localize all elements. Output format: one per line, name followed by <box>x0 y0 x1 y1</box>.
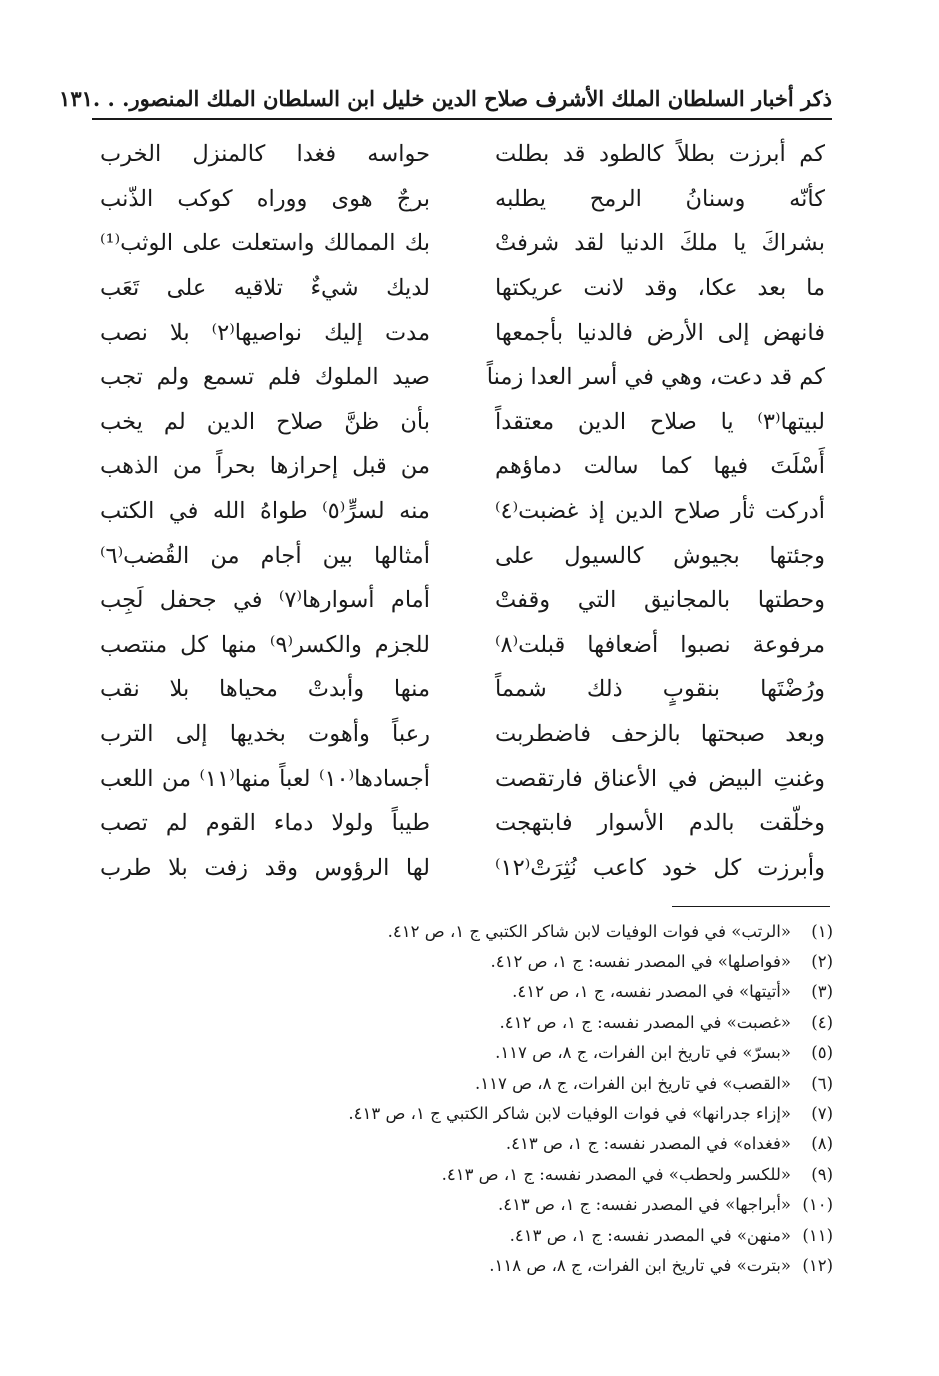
footnote <box>273 916 833 946</box>
footnote-number: (٤) <box>811 1012 833 1032</box>
verse-second-hemistich: للجزم والكسر⁽٩⁾ منها كل منتصب <box>100 631 430 658</box>
verse-first-hemistich: بشراكَ يا ملكَ الدنيا لقد شرفتْ <box>495 230 825 257</box>
verse-first-hemistich: وبعد صبحتها بالزحف فاضطربت <box>495 721 825 748</box>
footnote-number: (٨) <box>811 1134 833 1154</box>
footnote-number: (٢) <box>811 952 833 972</box>
verse-first-hemistich: وغنتِ البيض في الأعناق فارتقصت <box>495 765 825 792</box>
verse-second-hemistich: حواسه فغدا كالمنزل الخرب <box>100 141 430 168</box>
footnote-text: «بسرّ» في تاريخ ابن الفرات، ج ٨، ص ١١٧. <box>495 1043 791 1063</box>
footnote <box>273 1190 833 1220</box>
verse-first-hemistich: كأنّه وسنانُ الرمح يطلبه <box>495 185 825 212</box>
footnote <box>273 1098 833 1128</box>
verse-first-hemistich: أَسْلَتَ فيها كما سالت دماؤهم <box>495 453 825 480</box>
footnote-text: «إزاء جدرانها» في فوات الوفيات لابن شاكر الكتبي ج ١، ص ٤١٣. <box>348 1104 791 1124</box>
footnote <box>273 1068 833 1098</box>
footnote <box>273 1038 833 1068</box>
verse-first-hemistich: وجئتها بجيوش كالسيول على <box>495 542 825 569</box>
verse-first-hemistich: ورُضْتَها بنقوبٍ ذلك شمماً <box>495 676 825 703</box>
footnote <box>273 1250 833 1280</box>
footnote <box>273 1159 833 1189</box>
footnote-number: (١) <box>811 921 833 941</box>
footnote <box>273 1220 833 1250</box>
verse <box>100 712 825 757</box>
verse-first-hemistich: أدركت ثأر صلاح الدين إذ غضبت⁽٤⁾ <box>495 498 825 525</box>
footnote-text: «للكسر ولحطب» في المصدر نفسه: ج ١، ص ٤١٣. <box>441 1164 791 1184</box>
footnote-text: «منهن» في المصدر نفسه: ج ١، ص ٤١٣. <box>509 1225 791 1245</box>
footnote-text: «الرتب» في فوات الوفيات لابن شاكر الكتبي ج ١، ص ٤١٢. <box>387 921 791 941</box>
footnote <box>273 946 833 976</box>
verse-second-hemistich: من قبل إحرازها بحراً من الذهب <box>100 453 430 480</box>
footnote-text: «القصب» في تاريخ ابن الفرات، ج ٨، ص ١١٧. <box>475 1073 791 1093</box>
footnote-number: (١١) <box>802 1225 833 1245</box>
footnotes <box>273 916 833 1281</box>
verse <box>100 400 825 445</box>
verse-first-hemistich: وحطتها بالمجانيق التي وقفتْ <box>495 587 825 614</box>
verse-first-hemistich: فانهض إلى الأرض فالدنيا بأجمعها <box>495 319 825 346</box>
verse <box>100 177 825 222</box>
footnote-number: (٩) <box>811 1164 833 1184</box>
verse <box>100 756 825 801</box>
footnote-number: (٦) <box>811 1073 833 1093</box>
verse <box>100 667 825 712</box>
verse <box>100 801 825 846</box>
running-header-title: ذكر أخبار السلطان الملك الأشرف صلاح الدين خليل ابن السلطان الملك المنصور. . . <box>92 85 832 111</box>
poem <box>100 132 825 890</box>
verse <box>100 578 825 623</box>
verse-second-hemistich: رعباً وأهوت بخديها إلى الترب <box>100 721 430 748</box>
verse-first-hemistich: كم قد دعت، وهي في أسر العدا زمناً <box>486 364 825 391</box>
verse <box>100 221 825 266</box>
verse <box>100 310 825 355</box>
page-number: ١٣١ <box>59 85 93 111</box>
footnote-number: (١٠) <box>802 1195 833 1215</box>
verse <box>100 266 825 311</box>
verse <box>100 623 825 668</box>
verse <box>100 489 825 534</box>
verse-second-hemistich: منه لسرٍّ⁽٥⁾ طواهُ الله في الكتب <box>100 498 430 525</box>
verse-first-hemistich: وخلّقت بالدم الأسوار فابتهجت <box>495 810 825 837</box>
verse-second-hemistich: طيباً ولولا دماء القوم لم تصب <box>100 810 430 837</box>
verse-second-hemistich: لها الرؤوس وقد زفت بلا طرب <box>100 854 430 881</box>
footnote-number: (١٢) <box>802 1255 833 1275</box>
verse-first-hemistich: كم أبرزت بطلاً كالطود قد بطلت <box>495 141 825 168</box>
running-header <box>59 80 832 116</box>
footnote-text: «غصبت» في المصدر نفسه: ج ١، ص ٤١٢. <box>499 1012 791 1032</box>
verse-second-hemistich: بأن ظنَّ صلاح الدين لم يخب <box>100 408 430 435</box>
verse-second-hemistich: لديك شيءٌ تلاقيه على تَعَب <box>100 275 430 302</box>
footnote-text: «بترت» في تاريخ ابن الفرات، ج ٨، ص ١١٨. <box>489 1255 791 1275</box>
footnote <box>273 1129 833 1159</box>
footnote-text: «فواصلها» في المصدر نفسه: ج ١، ص ٤١٢. <box>490 952 791 972</box>
verse-first-hemistich: وأبرزت كل خود كاعب نُثِرَتْ⁽١٢⁾ <box>495 854 825 881</box>
verse-first-hemistich: مرفوعة نصبوا أضعافها قبلت⁽٨⁾ <box>495 631 825 658</box>
verse-first-hemistich: ما بعد عكا، وقد لانت عريكتها <box>495 275 825 302</box>
verse-second-hemistich: بك الممالك واستعلت على الوثب⁽¹⁾ <box>100 230 430 257</box>
footnote-separator <box>672 906 830 907</box>
verse-second-hemistich: أجسادها⁽١٠⁾ لعباً منها⁽١١⁾ من اللعب <box>100 765 430 792</box>
verse-second-hemistich: أمام أسوارها⁽٧⁾ في جحفل لَجِب <box>100 587 430 614</box>
footnote-number: (٣) <box>811 982 833 1002</box>
verse-second-hemistich: أمثالها بين أجام من القُضب⁽٦⁾ <box>100 542 430 569</box>
footnote-number: (٧) <box>811 1104 833 1124</box>
footnote <box>273 977 833 1007</box>
footnote <box>273 1007 833 1037</box>
verse <box>100 444 825 489</box>
header-rule <box>92 118 832 120</box>
footnote-text: «أتيتها» في المصدر نفسه، ج ١، ص ٤١٢. <box>512 982 791 1002</box>
verse-second-hemistich: مدت إليك نواصيها⁽٢⁾ بلا نصب <box>100 319 430 346</box>
verse <box>100 355 825 400</box>
verse-first-hemistich: لبيتها⁽٣⁾ يا صلاح الدين معتقداً <box>495 408 825 435</box>
verse-second-hemistich: برجٌ هوى ووراه كوكب الذّنب <box>100 185 430 212</box>
verse <box>100 846 825 891</box>
footnote-text: «فغداه» في المصدر نفسه: ج ١، ص ٤١٣. <box>505 1134 791 1154</box>
verse <box>100 533 825 578</box>
verse-second-hemistich: منها وأبدتْ محياها بلا نقب <box>100 676 430 703</box>
footnote-text: «أبراجها» في المصدر نفسه: ج ١، ص ٤١٣. <box>497 1195 791 1215</box>
verse <box>100 132 825 177</box>
verse-second-hemistich: صيد الملوك فلم تسمع ولم تجب <box>100 364 430 391</box>
footnote-number: (٥) <box>811 1043 833 1063</box>
